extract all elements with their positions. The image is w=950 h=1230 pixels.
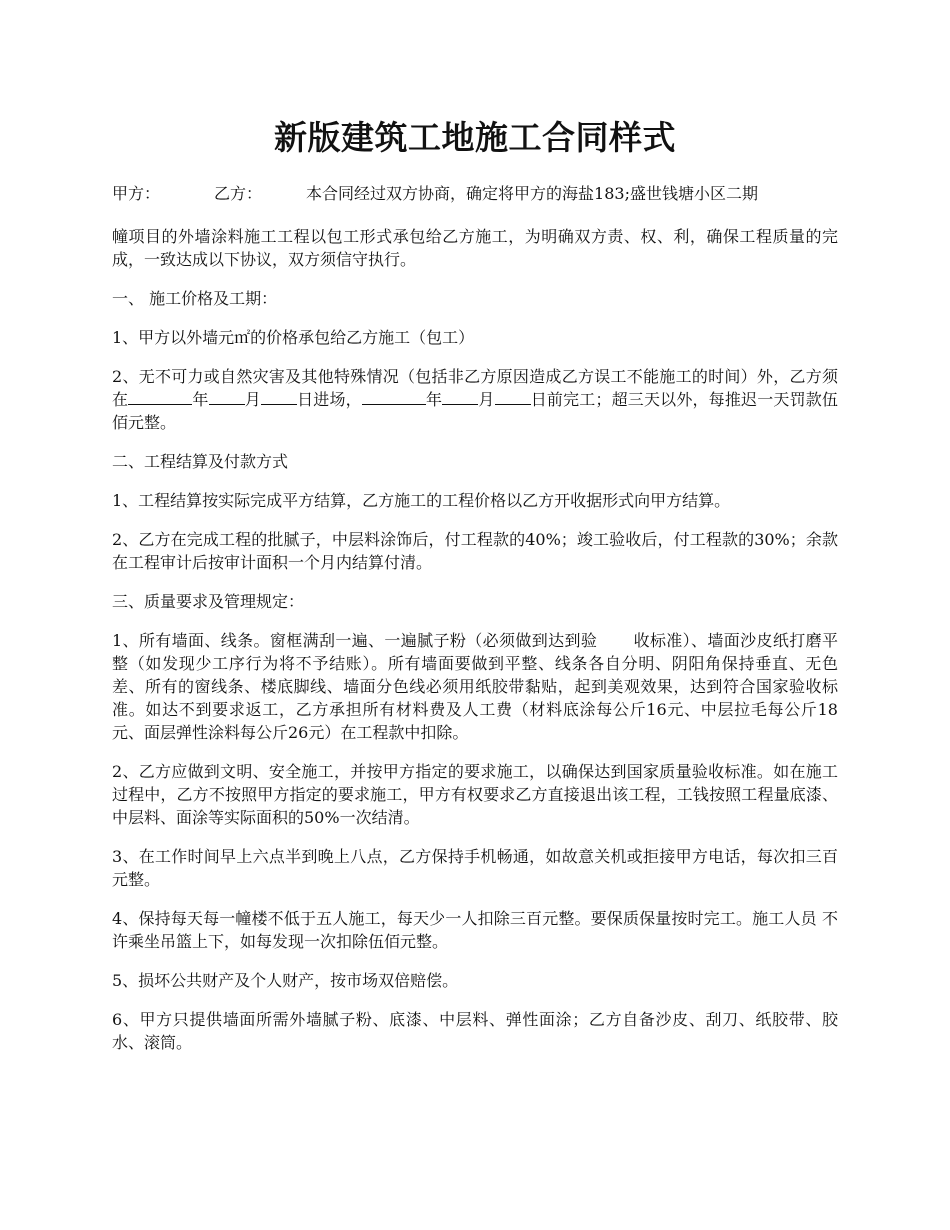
party-b-label: 乙方： [214, 184, 263, 203]
section-3-item-3: 3、在工作时间早上六点半到晚上八点，乙方保持手机畅通，如故意关机或拒接甲方电话，每次扣三百元整。 [112, 847, 838, 889]
finish-day-blank[interactable] [495, 389, 531, 405]
section-3-item-2: 2、乙方应做到文明、安全施工，并按甲方指定的要求施工，以确保达到国家质量验收标准。如在施工过程中，乙方不按照甲方指定的要求施工，甲方有权要求乙方直接退出该工程，工钱按照工程量底漆、中层料、面涂等实际面积的50%一次结清。 [112, 762, 838, 827]
section-3-item-5: 5、损坏公共财产及个人财产，按市场双倍赔偿。 [112, 971, 459, 990]
item-2-text-c: 日进场， [296, 390, 362, 409]
finish-year-blank[interactable] [362, 389, 426, 405]
parties-line [112, 182, 838, 206]
section-3-heading: 三、质量要求及管理规定： [112, 592, 305, 611]
section-2-heading: 二、工程结算及付款方式 [112, 452, 289, 471]
contract-intro: 本合同经过双方协商，确定将甲方的海盐183;盛世钱塘小区二期 [306, 184, 758, 203]
item-2-text-e: 日前完工；超三天以外，每推迟一天罚款伍佰元整。 [112, 390, 838, 432]
item-3-1-text-b: 收标准）、墙面沙皮纸打磨平整（如发现少工序行为将不予结账）。所有墙面要做到平整、线条各自分明、阴阳角保持垂直、无色差、所有的窗线条、楼底脚线、墙面分色线必须用纸胶带黏贴，起到美观效果，达到符合国家验收标准。如达不到要求返工，乙方承担所有材料费及人工费（材料底涂每公斤16元、中层拉毛每公斤18元、面层弹性涂料每公斤26元）在工程款中扣除。 [112, 631, 838, 742]
finish-month-blank[interactable] [442, 389, 478, 405]
section-1-item-1: 1、甲方以外墙元㎡的价格承包给乙方施工（包工） [112, 328, 475, 347]
item-2-month-2: 月 [478, 390, 495, 409]
section-3-item-4: 4、保持每天每一幢楼不低于五人施工，每天少一人扣除三百元整。要保质保量按时完工。施工人员 不许乘坐吊篮上下，如每发现一次扣除伍佰元整。 [112, 909, 838, 951]
item-2-month-1: 月 [244, 390, 261, 409]
entry-month-blank[interactable] [209, 389, 245, 405]
item-3-1-text-a: 1、所有墙面、线条。窗框满刮一遍、一遍腻子粉（必须做到达到验 [112, 631, 598, 650]
party-a-label: 甲方： [112, 184, 161, 203]
section-3-item-6: 6、甲方只提供墙面所需外墙腻子粉、底漆、中层料、弹性面涂；乙方自备沙皮、刮刀、纸胶带、胶水、滚筒。 [112, 1010, 838, 1052]
section-3-item-1 [112, 629, 838, 744]
item-2-text-a: 2、无不可力或自然灾害及其他特殊情况（包括非乙方原因造成乙方误工不能施工的时间）外，乙方须在 [112, 367, 838, 409]
section-2-item-2: 2、乙方在完成工程的批腻子，中层料涂饰后，付工程款的40%；竣工验收后，付工程款的30%；余款在工程审计后按审计面积一个月内结算付清。 [112, 530, 838, 572]
item-2-year-2: 年 [425, 390, 443, 409]
entry-day-blank[interactable] [261, 389, 297, 405]
document-title: 新版建筑工地施工合同样式 [274, 118, 676, 157]
section-2-item-1: 1、工程结算按实际完成平方结算，乙方施工的工程价格以乙方开收据形式向甲方结算。 [112, 491, 731, 510]
item-2-year-1: 年 [192, 390, 209, 409]
intro-paragraph: 幢项目的外墙涂料施工工程以包工形式承包给乙方施工，为明确双方责、权、利，确保工程质量的完成，一致达成以下协议，双方须信守执行。 [112, 227, 838, 269]
section-1-heading: 一、 施工价格及工期： [112, 289, 278, 308]
entry-year-blank[interactable] [128, 389, 192, 405]
section-1-item-2 [112, 365, 838, 434]
